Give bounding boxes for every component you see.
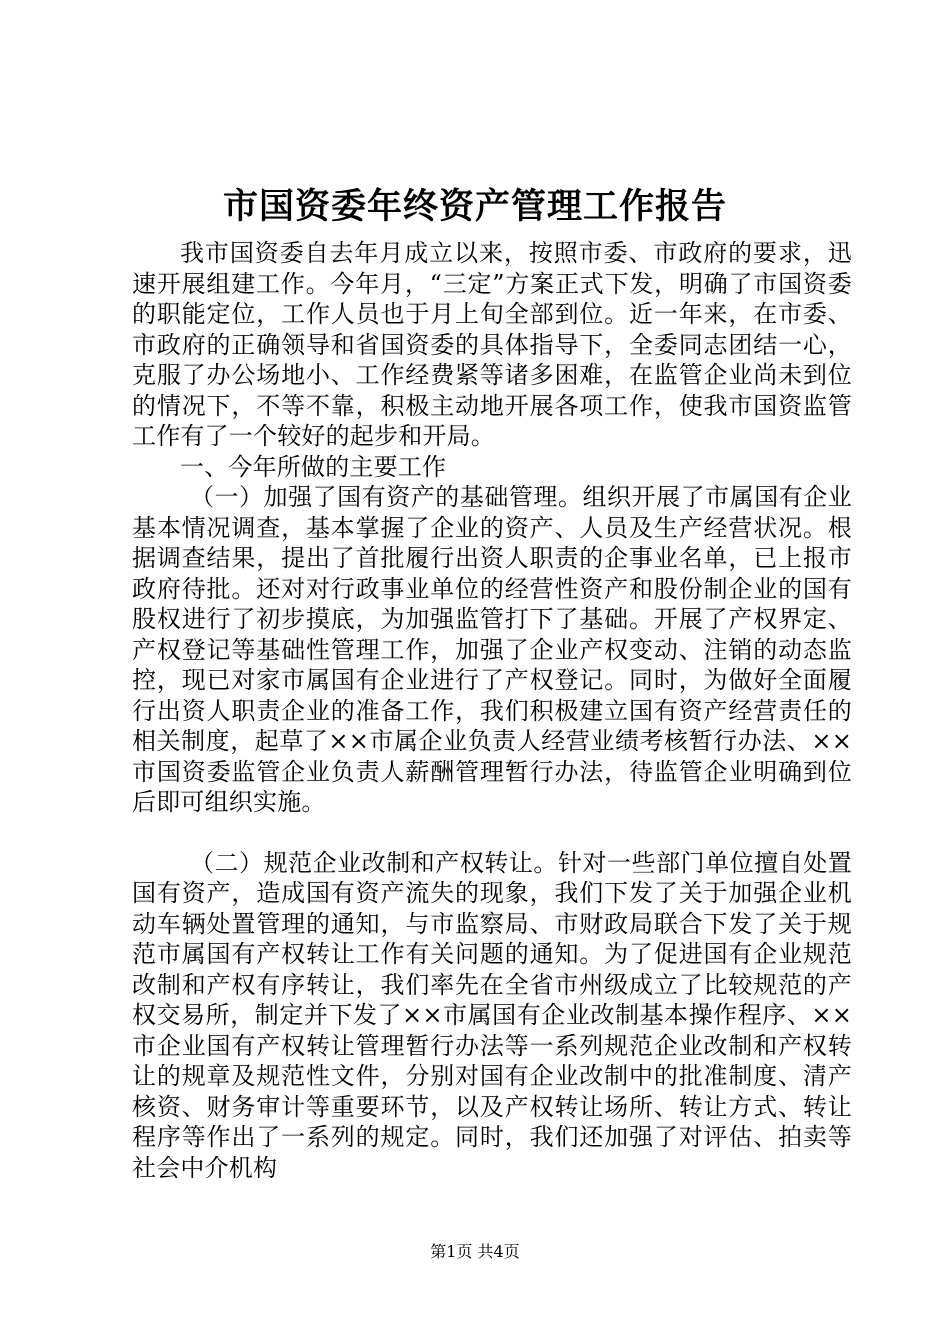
subsection-paragraph-2: （二）规范企业改制和产权转让。针对一些部门单位擅自处置国有资产，造成国有资产流失的现象，我们下发了关于加强企业机动车辆处置管理的通知，与市监察局、市财政局联合下发了关于规范市属国有产权转让工作有关问题的通知。为了促进国有企业规范改制和产权有序转让，我们率先在全省市州级成立了比较规范的产权交易所，制定并下发了××市属国有企业改制基本操作程序、××市企业国有产权转让管理暂行办法等一系列规范企业改制和产权转让的规章及规范性文件，分别对国有企业改制中的批准制度、清产核资、财务审计等重要环节，以及产权转让场所、转让方式、转让程序等作出了一系列的规定。同时，我们还加强了对评估、拍卖等社会中介机构 xyxy=(132,848,852,1182)
subsection-paragraph-1: （一）加强了国有资产的基础管理。组织开展了市属国有企业基本情况调查，基本掌握了企业的资产、人员及生产经营状况。根据调查结果，提出了首批履行出资人职责的企事业名单，已上报市政府待批。还对对行政事业单位的经营性资产和股份制企业的国有股权进行了初步摸底，为加强监管打下了基础。开展了产权界定、产权登记等基础性管理工作，加强了企业产权变动、注销的动态监控，现已对家市属国有企业进行了产权登记。同时，为做好全面履行出资人职责企业的准备工作，我们积极建立国有资产经营责任的相关制度，起草了××市属企业负责人经营业绩考核暂行办法、××市国资委监管企业负责人薪酬管理暂行办法，待监管企业明确到位后即可组织实施。 xyxy=(132,483,852,816)
page-footer: 第1页 共4页 xyxy=(430,1242,520,1261)
intro-paragraph: 我市国资委自去年月成立以来，按照市委、市政府的要求，迅速开展组建工作。今年月，“三定”方案正式下发，明确了市国资委的职能定位，工作人员也于月上旬全部到位。近一年来，在市委、市政府的正确领导和省国资委的具体指导下，全委同志团结一心，克服了办公场地小、工作经费紧等诸多困难，在监管企业尚未到位的情况下，不等不靠，积极主动地开展各项工作，使我市国资监管工作有了一个较好的起步和开局。 xyxy=(132,239,852,450)
paragraph-gap xyxy=(132,818,852,848)
document-body xyxy=(132,238,852,1183)
section-heading: 一、今年所做的主要工作 xyxy=(180,452,447,481)
document-title: 市国资委年终资产管理工作报告 xyxy=(222,186,727,227)
